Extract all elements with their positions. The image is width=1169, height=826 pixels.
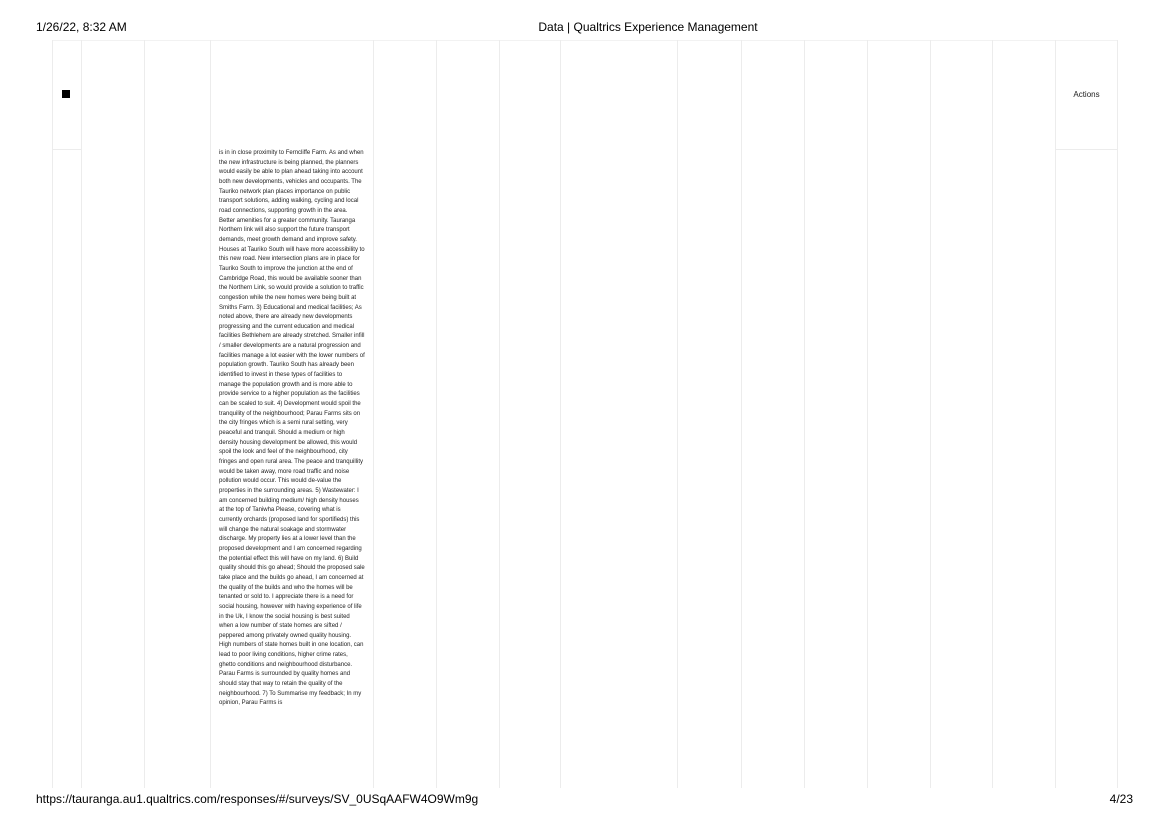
column-divider — [373, 40, 374, 788]
column-divider — [992, 40, 993, 788]
column-divider — [144, 40, 145, 788]
column-divider — [560, 40, 561, 788]
print-datetime: 1/26/22, 8:32 AM — [36, 20, 127, 34]
column-divider — [210, 40, 211, 788]
column-divider — [81, 40, 82, 788]
row-divider — [52, 149, 81, 150]
column-divider — [930, 40, 931, 788]
actions-column-header[interactable]: Actions — [1073, 90, 1100, 99]
column-divider — [867, 40, 868, 788]
select-all-checkbox[interactable] — [62, 90, 70, 98]
column-divider — [1117, 40, 1118, 788]
column-divider — [677, 40, 678, 788]
column-divider — [804, 40, 805, 788]
print-url: https://tauranga.au1.qualtrics.com/responses/#/surveys/SV_0USqAAFW4O9Wm9g — [36, 792, 479, 806]
column-divider — [1055, 40, 1056, 788]
row-divider — [1055, 149, 1118, 150]
response-text-cell: is in in close proximity to Ferncliffe Farm. As and when the new infrastructure is being planned, the planners would easily be able to plan ahead taking into account both new developments, vehicles and occupants. The Tauriko network plan places importance on public transport solutions, adding walking, cycling and local road connections, supporting growth in the area. Better amenities for a greater community. Tauranga Northern link will also support the future transport demands, meet growth demand and improve safety. Houses at Tauriko South will have more accessibility to this new road. New intersection plans are in place for Tauriko South to improve the junction at the end of Cambridge Road, this would be available sooner than the Northern Link, so would provide a solution to traffic congestion while the new homes were being built at Smiths Farm. 3) Educational and medical facilities; As noted above, there are already new developments progressing and the current education and medical facilities Bethlehem are already stretched. Smaller infill / smaller developments are a natural progression and facilities manage a lot easier with the lower numbers of population growth. Tauriko South has already been identified to invest in these types of facilities to manage the population growth and is more able to provide service to a higher population as the facilities can be scaled to suit. 4) Development would spoil the tranquility of the neighbourhood; Parau Farms sits on the city fringes which is a semi rural setting, very peaceful and tranquil. Should a medium or high density housing development be allowed, this would spoil the look and feel of the neighbourhood, city fringes and open rural area. The peace and tranquillity would be taken away, more road traffic and noise pollution would occur. This would de-value the properties in the surrounding areas. 5) Wastewater: I am concerned building medium/ high density houses at the top of Taniwha Please, covering what is currently orchards (proposed land for sportifieds) this will change the natural soakage and stormwater discharge. My property lies at a lower level than the proposed development and I am concerned regarding the potential effect this will have on my land. 6) Build quality should this go ahead; Should the proposed sale take place and the builds go ahead, I am concerned at the quality of the builds and who the homes will be tenanted or sold to. I appreciate there is a need for social housing, however with having experience of life in the Uk, I know the social housing is best suited when a low number of state homes are sifted / peppered among privately owned quality housing. High numbers of state homes built in one location, can lead to poor living conditions, higher crime rates, ghetto conditions and neighbourhood disturbance. Parau Farms is surrounded by quality homes and should stay that way to retain the quality of the neighbourhood. 7) To Summarise my feedback; In my opinion, Parau Farms is — [219, 150, 365, 707]
page-title: Data | Qualtrics Experience Management — [538, 20, 758, 34]
table-top-border — [52, 40, 1118, 41]
print-footer — [0, 792, 1169, 808]
responses-table — [52, 40, 1118, 788]
page-number: 4/23 — [1109, 792, 1133, 806]
print-header — [0, 18, 1169, 36]
column-divider — [52, 40, 53, 788]
column-divider — [499, 40, 500, 788]
column-divider — [741, 40, 742, 788]
column-divider — [436, 40, 437, 788]
